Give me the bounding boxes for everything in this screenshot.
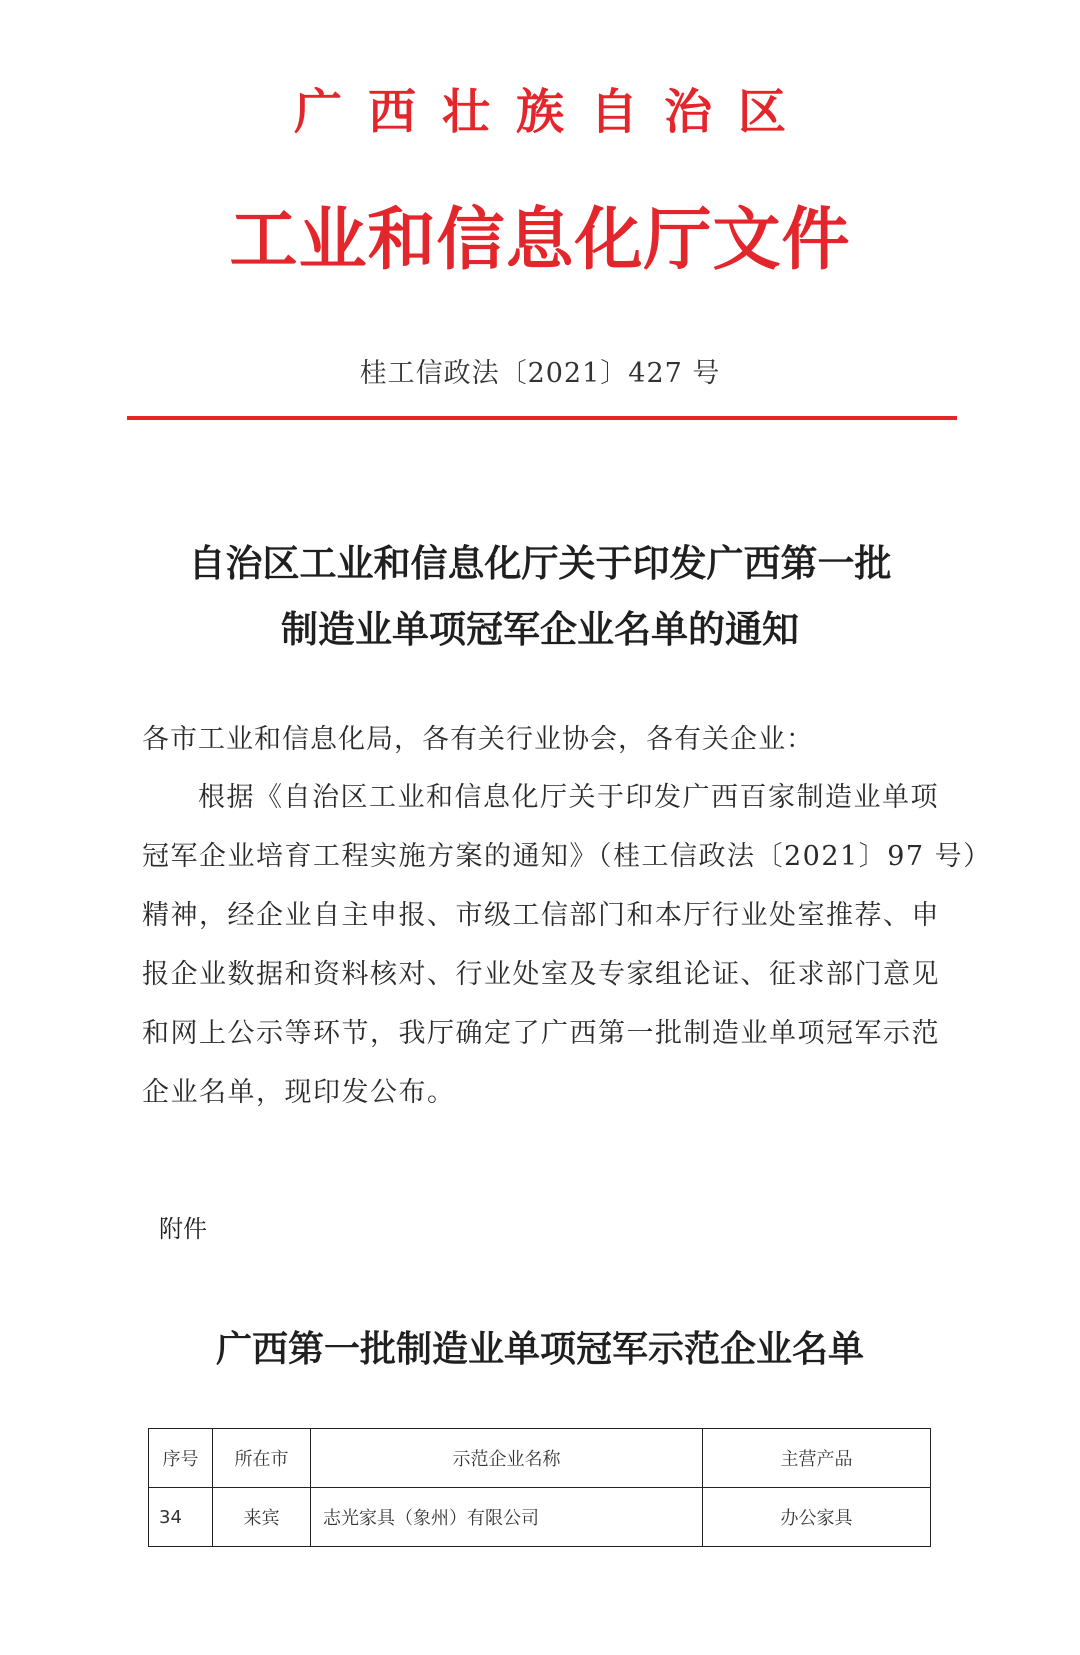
enterprise-list-table <box>148 1428 931 1547</box>
header-cell-product: 主营产品 <box>703 1429 931 1488</box>
cell-enterprise-name: 志光家具（象州）有限公司 <box>311 1488 703 1547</box>
issuing-region-title: 广西壮族自治区 <box>293 84 812 140</box>
table-row <box>149 1488 931 1547</box>
body-line: 企业名单，现印发公布。 <box>142 1077 456 1108</box>
table-header-row <box>149 1429 931 1488</box>
document-number: 桂工信政法〔2021〕427 号 <box>359 358 721 389</box>
header-cell-city: 所在市 <box>213 1429 311 1488</box>
body-line: 冠军企业培育工程实施方案的通知》（桂工信政法〔2021〕97 号） <box>142 841 992 872</box>
attachment-list-title: 广西第一批制造业单项冠军示范企业名单 <box>215 1328 864 1370</box>
notice-title-line: 自治区工业和信息化厅关于印发广西第一批 <box>188 541 892 585</box>
cell-main-product: 办公家具 <box>703 1488 931 1547</box>
salutation: 各市工业和信息化局，各有关行业协会，各有关企业： <box>142 724 814 755</box>
notice-title <box>0 530 1080 662</box>
red-divider-line <box>127 416 957 420</box>
header-cell-name: 示范企业名称 <box>311 1429 703 1488</box>
body-line: 和网上公示等环节，我厅确定了广西第一批制造业单项冠军示范 <box>142 1018 940 1049</box>
cell-seq: 34 <box>149 1488 213 1547</box>
header-cell-seq: 序号 <box>149 1429 213 1488</box>
cell-city: 来宾 <box>213 1488 311 1547</box>
attachment-label: 附件 <box>159 1215 207 1243</box>
body-line: 报企业数据和资料核对、行业处室及专家组论证、征求部门意见 <box>142 959 940 990</box>
body-line: 精神，经企业自主申报、市级工信部门和本厅行业处室推荐、申 <box>142 900 940 931</box>
issuing-department-title: 工业和信息化厅文件 <box>229 200 851 280</box>
notice-title-line: 制造业单项冠军企业名单的通知 <box>281 607 799 651</box>
notice-body <box>142 778 992 1132</box>
body-line: 根据《自治区工业和信息化厅关于印发广西百家制造业单项 <box>198 782 939 813</box>
